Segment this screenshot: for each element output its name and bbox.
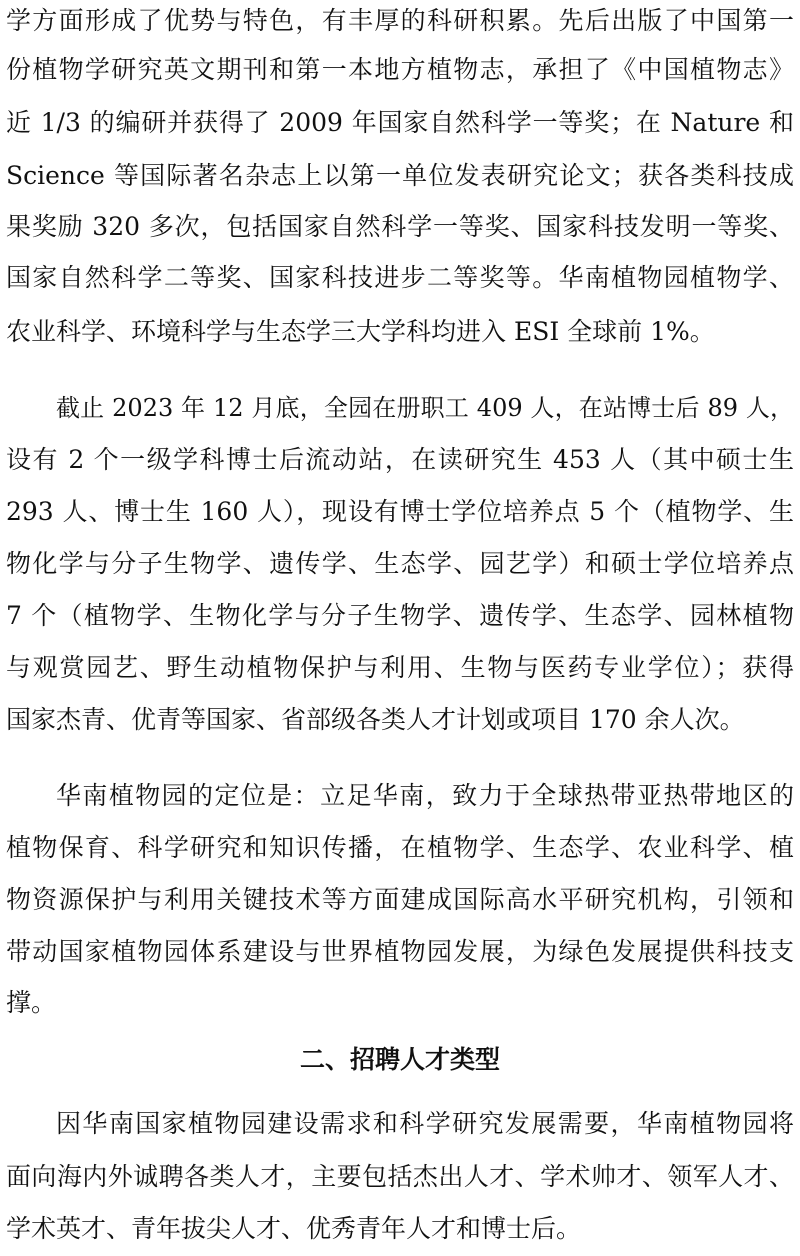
text-line: 面向海内外诚聘各类人才，主要包括杰出人才、学术帅才、领军人才、	[6, 1162, 794, 1191]
text-line: 近 1/3 的编研并获得了 2009 年国家自然科学一等奖；在 Nature 和	[6, 108, 794, 137]
text-line: 学术英才、青年拔尖人才、优秀青年人才和博士后。	[6, 1214, 582, 1243]
text-line: Science 等国际著名杂志上以第一单位发表研究论文；获各类科技成	[6, 161, 794, 190]
text-line: 带动国家植物园体系建设与世界植物园发展，为绿色发展提供科技支	[6, 937, 794, 966]
text-line: 撑。	[6, 988, 57, 1017]
text-line: 设有 2 个一级学科博士后流动站，在读研究生 453 人（其中硕士生	[6, 445, 794, 474]
text-line: 果奖励 320 多次，包括国家自然科学一等奖、国家科技发明一等奖、	[6, 212, 794, 241]
section-heading: 二、招聘人才类型	[299, 1045, 500, 1074]
text-line: 华南植物园的定位是：立足华南，致力于全球热带亚热带地区的	[56, 781, 794, 810]
text-line: 7 个（植物学、生物化学与分子生物学、遗传学、生态学、园林植物	[6, 601, 794, 630]
text-line: 因华南国家植物园建设需求和科学研究发展需要，华南植物园将	[56, 1109, 794, 1138]
text-line: 学方面形成了优势与特色，有丰厚的科研积累。先后出版了中国第一	[6, 6, 794, 35]
text-line: 植物保育、科学研究和知识传播，在植物学、生态学、农业科学、植	[6, 833, 794, 862]
text-line: 份植物学研究英文期刊和第一本地方植物志，承担了《中国植物志》	[6, 55, 794, 84]
text-line: 农业科学、环境科学与生态学三大学科均进入 ESI 全球前 1%。	[6, 317, 715, 346]
text-line: 国家杰青、优青等国家、省部级各类人才计划或项目 170 余人次。	[6, 705, 745, 734]
text-line: 国家自然科学二等奖、国家科技进步二等奖等。华南植物园植物学、	[6, 263, 794, 292]
text-line: 物化学与分子生物学、遗传学、生态学、园艺学）和硕士学位培养点	[6, 549, 794, 578]
text-line: 截止 2023 年 12 月底，全园在册职工 409 人，在站博士后 89 人，	[56, 394, 794, 422]
text-line: 与观赏园艺、野生动植物保护与利用、生物与医药专业学位）；获得	[6, 653, 794, 682]
text-line: 物资源保护与利用关键技术等方面建成国际高水平研究机构，引领和	[6, 885, 794, 914]
text-line: 293 人、博士生 160 人），现设有博士学位培养点 5 个（植物学、生	[6, 497, 794, 526]
